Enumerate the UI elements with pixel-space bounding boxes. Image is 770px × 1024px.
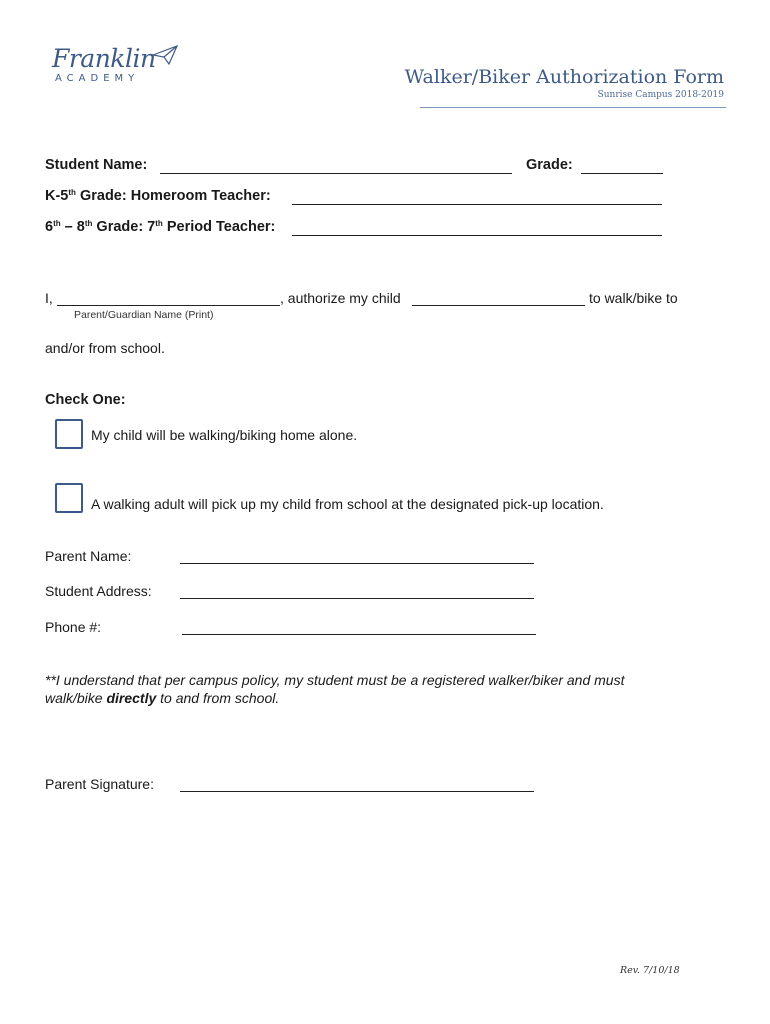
homeroom-teacher-field[interactable] <box>292 204 662 205</box>
period-teacher-label: 6th – 8th Grade: 7th Period Teacher: <box>45 219 276 235</box>
authorization-prefix: I, <box>45 290 53 306</box>
logo-subtitle: ACADEMY <box>55 73 140 84</box>
authorization-middle: , authorize my child <box>280 290 401 306</box>
student-address-label: Student Address: <box>45 583 152 599</box>
option-adult-checkbox[interactable] <box>55 483 83 513</box>
homeroom-teacher-label: K-5th Grade: Homeroom Teacher: <box>45 188 271 204</box>
header-divider <box>420 107 726 108</box>
phone-field[interactable] <box>182 634 536 635</box>
revision-note: Rev. 7/10/18 <box>620 965 680 976</box>
grade-field[interactable] <box>581 173 663 174</box>
option-alone-label: My child will be walking/biking home alone. <box>91 427 358 443</box>
parent-signature-field[interactable] <box>180 791 534 792</box>
authorization-continuation: and/or from school. <box>45 340 165 356</box>
phone-label: Phone #: <box>45 619 102 635</box>
student-name-field[interactable] <box>160 173 512 174</box>
parent-name-label: Parent Name: <box>45 548 132 564</box>
parent-name-field[interactable] <box>180 563 534 564</box>
parent-signature-label: Parent Signature: <box>45 776 154 792</box>
policy-line-2: walk/bike directly to and from school. <box>45 690 280 706</box>
logo-wordmark: Franklin <box>52 44 156 73</box>
child-name-field[interactable] <box>412 305 585 306</box>
period-teacher-field[interactable] <box>292 235 662 236</box>
form-subtitle: Sunrise Campus 2018-2019 <box>597 90 724 100</box>
guardian-name-caption: Parent/Guardian Name (Print) <box>74 309 214 321</box>
check-one-label: Check One: <box>45 392 126 408</box>
policy-line-1: **I understand that per campus policy, my student must be a registered walker/biker and must <box>45 672 625 688</box>
grade-label: Grade: <box>526 157 573 173</box>
policy-statement <box>45 671 705 707</box>
authorization-suffix: to walk/bike to <box>589 290 678 306</box>
student-name-label: Student Name: <box>45 157 148 173</box>
form-title: Walker/Biker Authorization Form <box>404 66 724 88</box>
option-adult-label: A walking adult will pick up my child from school at the designated pick-up location. <box>91 496 604 512</box>
guardian-name-field[interactable] <box>57 305 280 306</box>
student-address-field[interactable] <box>180 598 534 599</box>
paper-plane-icon <box>152 45 178 65</box>
option-alone-checkbox[interactable] <box>55 419 83 449</box>
